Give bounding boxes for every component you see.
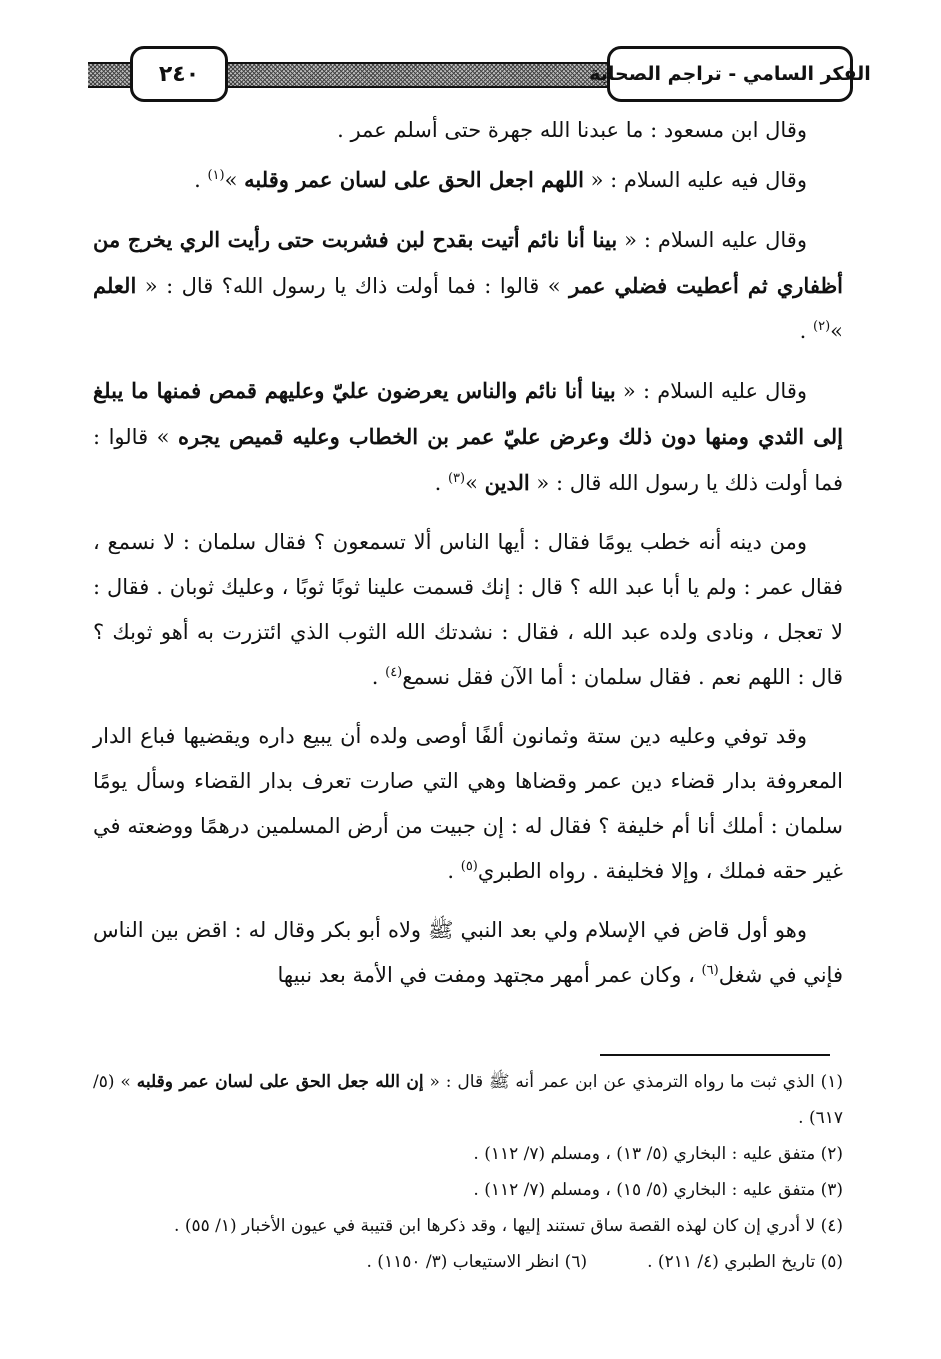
paragraph-4-text: وقال عليه السلام : « <box>622 379 807 403</box>
period: . <box>194 168 208 192</box>
footnote-separator <box>600 1054 830 1056</box>
hadith-quote: بينا أنا نائم أتيت بقدح لبن فشربت حتى رأيت الري يخرج من أظفاري ثم أعطيت فضلي عمر <box>93 227 843 298</box>
paragraph-4-text-cont: » قالوا : فما أولت ذلك يا رسول الله قال : « <box>93 425 843 495</box>
period: . <box>371 665 386 689</box>
hadith-quote: الدين <box>484 470 530 495</box>
footnote-row-5-6 <box>93 1244 843 1280</box>
footnote-ref-2[interactable]: (٢) <box>813 319 831 334</box>
paragraph-3-text-cont: » قالوا : فما أولت ذاك يا رسول الله؟ قال : « <box>144 274 561 298</box>
footnote-4: (٤) لا أدري إن كان لهذه القصة ساق تستند إليها ، وقد ذكرها ابن قتيبة في عيون الأخبار (١/ ٥٥) . <box>174 1216 843 1236</box>
footnote-5: (٥) تاريخ الطبري (٤/ ٢١١) . <box>647 1252 843 1272</box>
quote-mark: » <box>830 319 843 343</box>
paragraph-1-text: وقال ابن مسعود : ما عبدنا الله جهرة حتى أسلم عمر . <box>337 118 807 142</box>
footnote-ref-1[interactable]: (١) <box>207 168 225 183</box>
paragraph-3-text: وقال عليه السلام : « <box>624 228 807 252</box>
footnote-ref-5[interactable]: (٥) <box>460 859 478 874</box>
period: . <box>434 471 448 495</box>
footnote-ref-4[interactable]: (٤) <box>385 665 403 680</box>
quote-mark: » <box>465 471 478 495</box>
hadith-quote: اللهم اجعل الحق على لسان عمر وقلبه <box>244 167 584 192</box>
paragraph-7-text: وهو أول قاض في الإسلام ولي بعد النبي ﷺ ولاه أبو بكر وقال له : اقض بين الناس فإني في شغل <box>93 918 843 987</box>
footnote-1-citation: » (٥/ ٦١٧) . <box>93 1072 843 1128</box>
paragraph-6-text: وقد توفي وعليه دين ستة وثمانون ألفًا أوصى ولده أن يبيع داره ويقضيها فباع الدار المعروفة بدار قضاء دين عمر وقضاها وهي التي صارت تعرف بدار القضاء وسأل يومًا سلمان : أملك أنا أم خليفة ؟ فقال له : إن جبيت من أرض المسلمين درهمًا ووضعته في غير حقه فملك ، وإلا فخليفة . رواه الطبري <box>93 724 843 883</box>
hadith-quote: بينا أنا نائم والناس يعرضون عليّ وعليهم قمص فمنها ما يبلغ إلى الثدي ومنها دون ذلك وعرض عليّ عمر بن الخطاب وعليه قميص يجره <box>93 378 843 449</box>
paragraph-6 <box>93 714 843 894</box>
paragraph-2-text: وقال فيه عليه السلام : « <box>590 168 807 192</box>
footnote-ref-6[interactable]: (٦) <box>701 963 719 978</box>
page-number: ٢٤٠ <box>130 46 228 102</box>
footnote-1 <box>93 1064 843 1136</box>
quote-mark: » <box>224 168 238 192</box>
paragraph-7-text-cont: ، وكان عمر أمهر مجتهد ومفت في الأمة بعد نبيها <box>277 963 702 987</box>
paragraph-7 <box>93 908 843 998</box>
paragraph-3 <box>93 217 843 354</box>
footnote-3: (٣) متفق عليه : البخاري (٥/ ١٥) ، ومسلم (٧/ ١١٢) . <box>473 1180 843 1200</box>
footnote-1-text: (١) الذي ثبت ما رواه الترمذي عن ابن عمر أنه ﷺ قال : « <box>429 1072 844 1092</box>
main-text <box>93 108 843 1012</box>
running-header-title: الفكر السامي - تراجم الصحابة <box>607 46 853 102</box>
period: . <box>799 319 813 343</box>
footnote-6: (٦) انظر الاستيعاب (٣/ ١١٥٠) . <box>366 1252 588 1272</box>
footnote-1-quote: إن الله جعل الحق على لسان عمر وقلبه <box>136 1072 424 1092</box>
paragraph-5 <box>93 520 843 700</box>
paragraph-5-text: ومن دينه أنه خطب يومًا فقال : أيها الناس ألا تسمعون ؟ فقال سلمان : لا نسمع ، فقال عمر : ولم يا أبا عبد الله ؟ قال : إنك قسمت علينا ثوبًا ثوبًا ، وعليك ثوبان . فقال : لا تعجل ، ونادى ولده عبد الله ، فقال : نشدتك الله الثوب الذي ائتزرت به أهو ثوبك ؟ قال : اللهم نعم . فقال سلمان : أما الآن فقل نسمع <box>93 530 843 689</box>
footnotes <box>93 1064 843 1280</box>
paragraph-2 <box>93 157 843 203</box>
period: . <box>447 859 461 883</box>
paragraph-4 <box>93 368 843 506</box>
hadith-quote: العلم <box>93 273 137 298</box>
footnote-ref-3[interactable]: (٣) <box>447 471 466 486</box>
footnote-2: (٢) متفق عليه : البخاري (٥/ ١٣) ، ومسلم (٧/ ١١٢) . <box>473 1144 843 1164</box>
paragraph-1 <box>93 108 843 153</box>
